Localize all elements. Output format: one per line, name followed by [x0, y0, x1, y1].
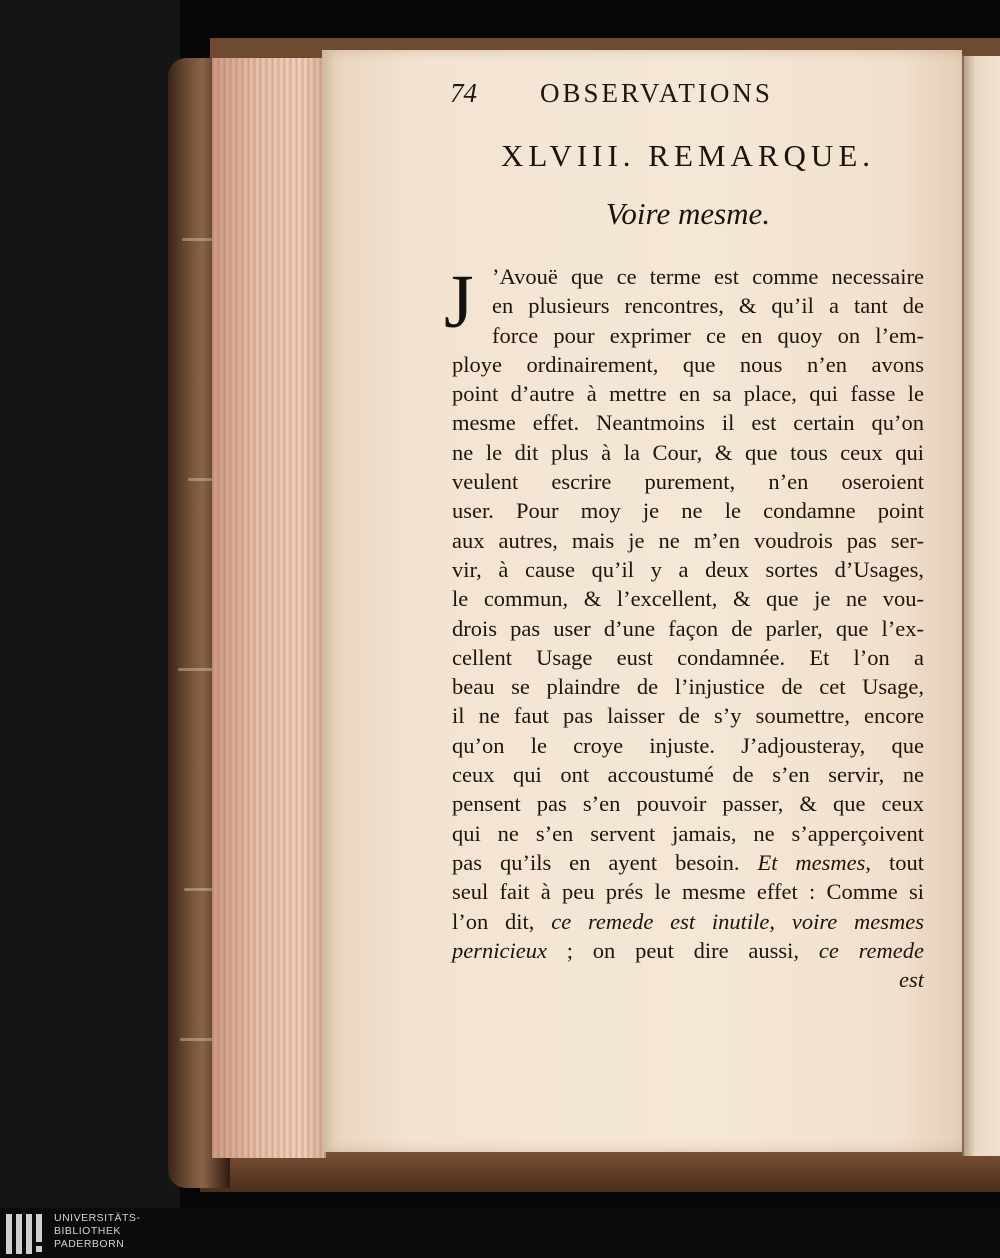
text-line: point d’autre à mettre en sa place, qui fasse le [452, 381, 924, 407]
spine-crack [178, 668, 214, 671]
text-line: pensent pas s’en pouvoir passer, & que ceux [452, 791, 924, 817]
text-line: qu’on le croye injuste. J’adjousteray, que [452, 732, 924, 758]
remark-heading: Voire mesme. [605, 196, 771, 231]
text-line: seul fait à peu prés le mesme effet : Comme si [452, 879, 924, 905]
section-title: XLVIII. REMARQUE. [500, 138, 876, 173]
spine-crack [180, 1038, 214, 1041]
logo-line: UNIVERSITÄTS- [54, 1212, 141, 1224]
text-line: veulent escrire purement, n’en oseroient [452, 469, 924, 495]
page-number: 74 [450, 78, 477, 108]
text-run: , [769, 908, 776, 934]
text-line: aux autres, mais je ne m’en voudrois pas ser- [452, 527, 924, 553]
text-line: ceux qui ont accoustumé de s’en servir, ne [452, 762, 924, 788]
text-run: ; on peut dire aussi, [566, 937, 800, 963]
text-line [452, 936, 924, 965]
text-line: force pour exprimer ce en quoy on l’em- [492, 322, 924, 348]
text-line: ne le dit plus à la Cour, & que tous ceux qui [452, 439, 924, 465]
spine-crack [182, 238, 212, 241]
text-run: , tout [865, 849, 925, 875]
running-head [450, 78, 830, 112]
logo-line: PADERBORN [54, 1238, 125, 1250]
text-line: il ne faut pas laisser de s’y soumettre, encore [452, 703, 924, 729]
catchword: est [899, 967, 924, 993]
text-line: mesme effet. Neantmoins il est certain qu’on [452, 410, 924, 436]
background-left [0, 0, 180, 1208]
text-line: ’Avouë que ce terme est comme necessaire [492, 264, 924, 289]
text-line: ploye ordinairement, que nous n’en avons [452, 351, 924, 377]
text-line: cellent Usage eust condamnée. Et l’on a [452, 644, 924, 670]
text-line: le commun, & l’excellent, & que je ne vou- [452, 586, 924, 612]
facing-page-edge [962, 56, 1000, 1156]
page-block-edges [212, 58, 326, 1158]
drop-cap: J [444, 260, 474, 344]
logo-line: BIBLIOTHEK [54, 1225, 121, 1237]
italic-example: ce remede [818, 937, 924, 963]
text-line: drois pas user d’une façon de parler, que l’ex- [452, 615, 924, 641]
text-line: vir, à cause qu’il y a deux sortes d’Usages, [452, 556, 924, 582]
body-text [444, 260, 925, 994]
text-line: qui ne s’en servent jamais, ne s’apperçoivent [452, 820, 924, 846]
running-title: OBSERVATIONS [540, 78, 773, 108]
italic-term: Et mesmes [757, 849, 866, 875]
text-line [452, 907, 924, 936]
text-line: beau se plaindre de l’injustice de cet Usage, [452, 674, 924, 700]
italic-example: pernicieux [452, 937, 547, 963]
library-footer [0, 1208, 1000, 1258]
text-line: en plusieurs rencontres, & qu’il a tant de [492, 293, 924, 319]
text-run: l’on dit, [452, 908, 535, 934]
library-logo-icon [6, 1214, 50, 1254]
italic-example: voire mesmes [791, 908, 925, 934]
italic-example: ce remede est inutile [551, 908, 770, 934]
library-logo-text [54, 1212, 140, 1251]
spine-crack [184, 888, 212, 891]
text-line: user. Pour moy je ne le condamne point [452, 498, 924, 524]
text-line [452, 848, 924, 877]
spine-crack [188, 478, 212, 481]
text-run: pas qu’ils en ayent besoin. [452, 849, 740, 875]
